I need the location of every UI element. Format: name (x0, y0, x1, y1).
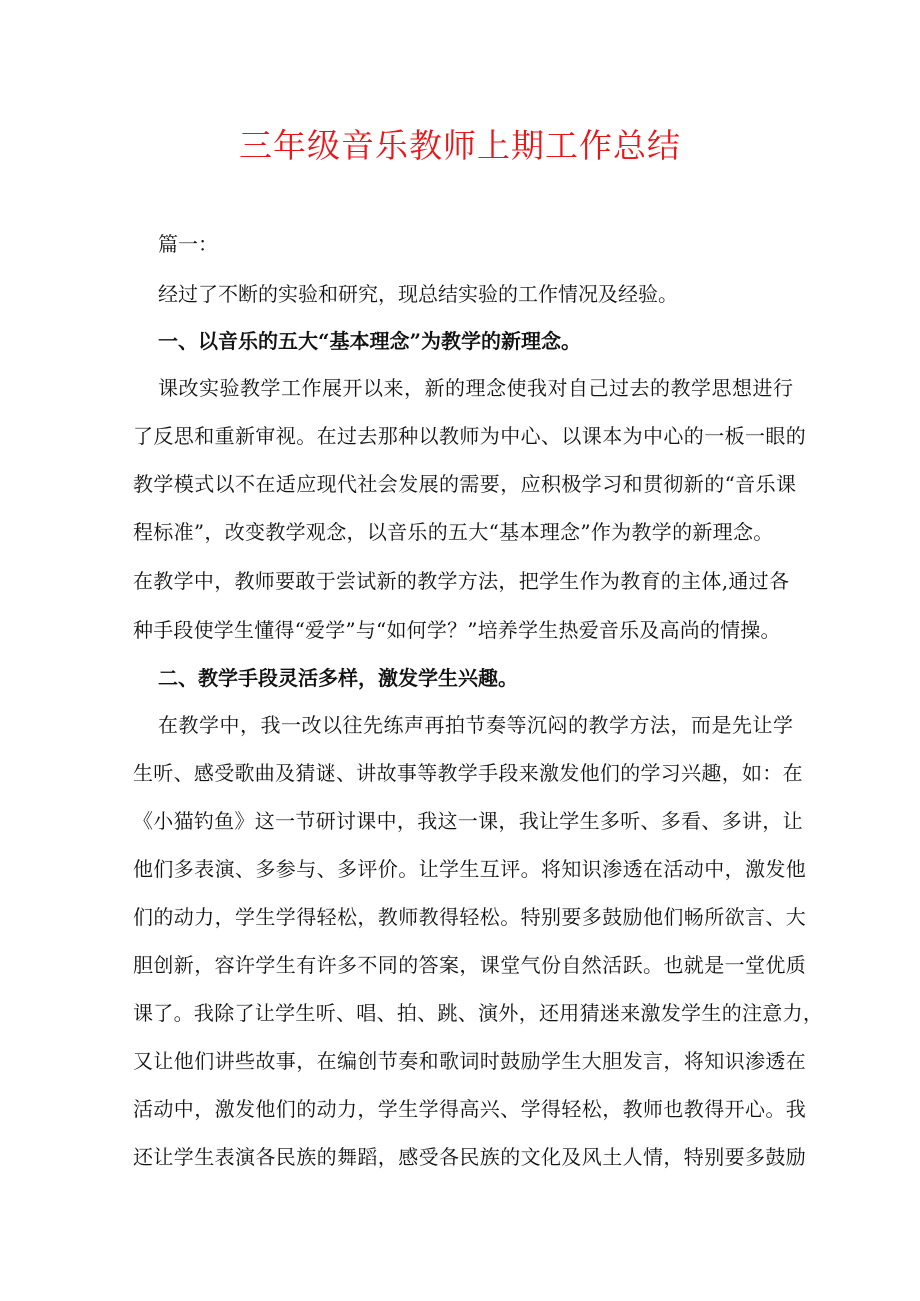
body-line: 课了。我除了让学生听、唱、拍、跳、演外，还用猜迷来激发学生的注意力， (133, 1001, 824, 1025)
body-line: 课改实验教学工作展开以来，新的理念使我对自己过去的教学思想进行 (158, 376, 794, 400)
heading-two: 二、教学手段灵活多样，激发学生兴趣。 (158, 666, 518, 690)
body-line: 活动中，激发他们的动力，学生学得高兴、学得轻松，教师也教得开心。我 (133, 1097, 807, 1121)
body-line: 他们多表演、多参与、多评价。让学生互评。将知识渗透在活动中，激发他 (133, 857, 807, 881)
body-line: 在教学中，教师要敢于尝试新的教学方法，把学生作为教育的主体,通过各 (133, 569, 790, 593)
section-label: 篇一： (158, 232, 218, 256)
body-line: 在教学中，我一改以往先练声再拍节奏等沉闷的教学方法，而是先让学 (158, 713, 794, 737)
body-line: 生听、感受歌曲及猜谜、讲故事等教学手段来激发他们的学习兴趣，如：在 (133, 761, 803, 785)
body-line: 们的动力，学生学得轻松，教师教得轻松。特别要多鼓励他们畅所欲言、大 (133, 905, 807, 929)
body-line: 胆创新，容许学生有许多不同的答案，课堂气份自然活跃。也就是一堂优质 (133, 953, 807, 977)
body-line: 《小猫钓鱼》这一节研讨课中，我这一课，我让学生多听、多看、多讲，让 (133, 809, 803, 833)
body-line: 了反思和重新审视。在过去那种以教师为中心、以课本为中心的一板一眼的 (133, 424, 807, 448)
body-line: 又让他们讲些故事，在编创节奏和歌词时鼓励学生大胆发言，将知识渗透在 (133, 1049, 807, 1073)
body-line: 教学模式以不在适应现代社会发展的需要，应积极学习和贯彻新的“音乐课 (133, 472, 797, 496)
intro-paragraph: 经过了不断的实验和研究，现总结实验的工作情况及经验。 (158, 282, 678, 306)
body-line: 还让学生表演各民族的舞蹈，感受各民族的文化及风土人情，特别要多鼓励 (133, 1145, 807, 1169)
document-title: 三年级音乐教师上期工作总结 (239, 126, 681, 165)
body-line: 程标准”，改变教学观念，以音乐的五大“基本理念”作为教学的新理念。 (133, 520, 774, 544)
heading-one: 一、以音乐的五大“基本理念”为教学的新理念。 (158, 329, 582, 353)
body-line: 种手段使学生懂得“爱学”与“如何学？”培养学生热爱音乐及高尚的情操。 (133, 618, 781, 642)
